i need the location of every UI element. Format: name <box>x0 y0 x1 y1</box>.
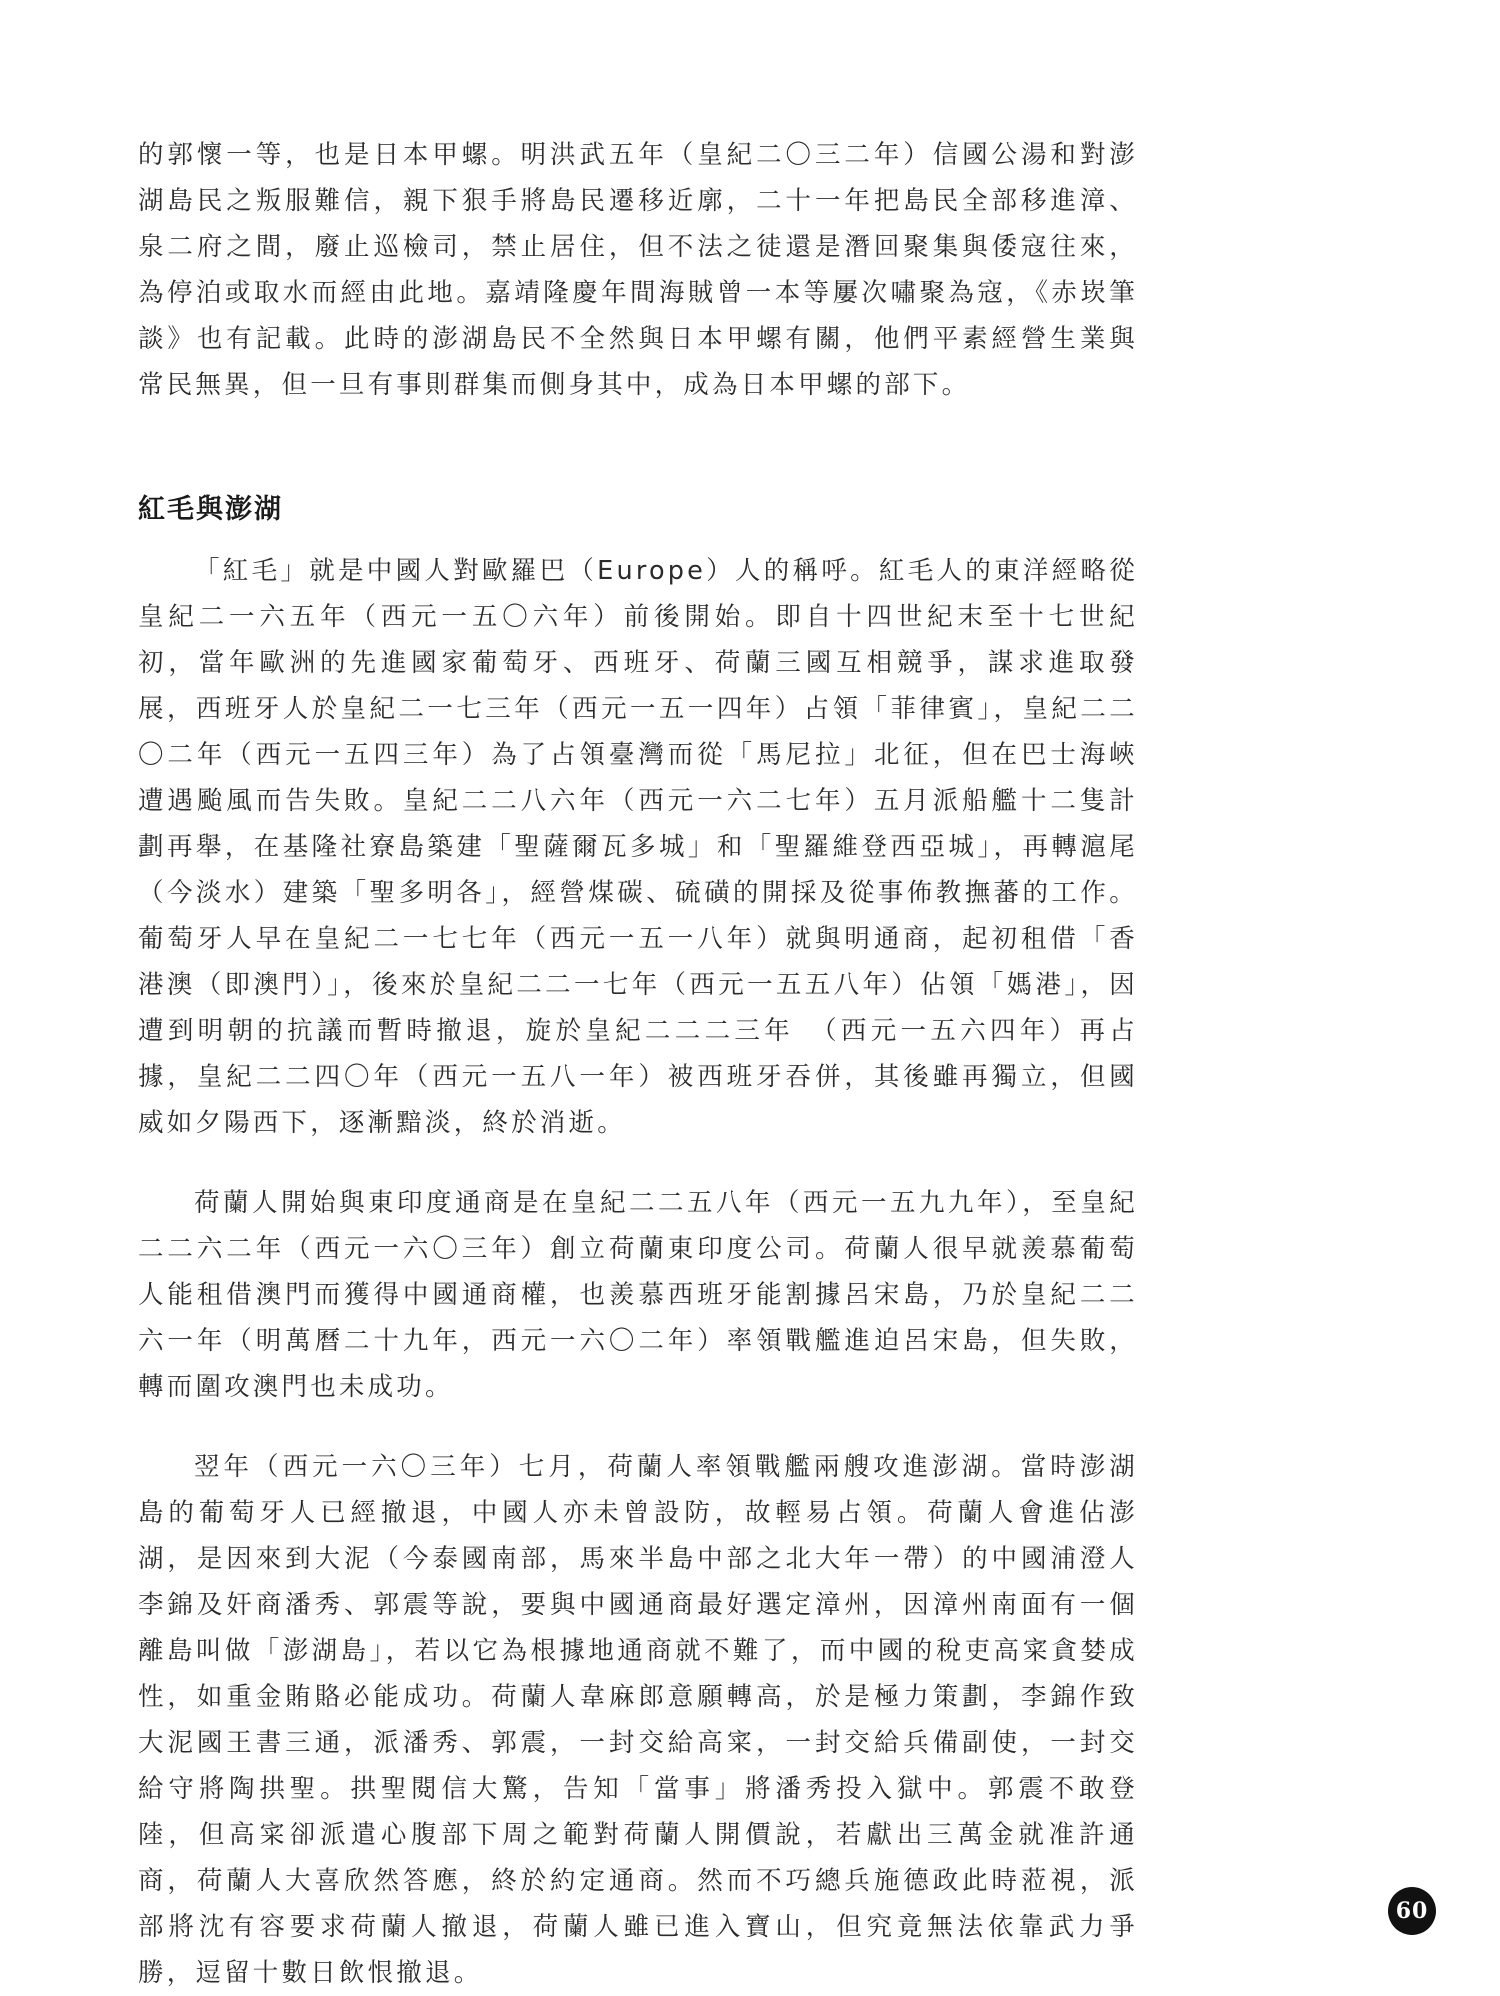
paragraph-3: 翌年（西元一六〇三年）七月，荷蘭人率領戰艦兩艘攻進澎湖。當時澎湖島的葡萄牙人已經撤退，中國人亦未曾設防，故輕易占領。荷蘭人會進佔澎湖，是因來到大泥（今泰國南部，馬來半島中部之北大年一帶）的中國浦澄人李錦及奸商潘秀、郭震等說，要與中國通商最好選定漳州，因漳州南面有一個離島叫做「澎湖島」，若以它為根據地通商就不難了，而中國的稅吏高寀貪婪成性，如重金賄賂必能成功。荷蘭人韋麻郎意願轉高，於是極力策劃，李錦作致大泥國王書三通，派潘秀、郭震，一封交給高寀，一封交給兵備副使，一封交給守將陶拱聖。拱聖閱信大驚，告知「當事」將潘秀投入獄中。郭震不敢登陸，但高寀卻派遣心腹部下周之範對荷蘭人開價說，若獻出三萬金就准許通商，荷蘭人大喜欣然答應，終於約定通商。然而不巧總兵施德政此時蒞視，派部將沈有容要求荷蘭人撤退，荷蘭人雖已進入寶山，但究竟無法依靠武力爭勝，逗留十數日飲恨撤退。 <box>138 1452 1138 1988</box>
paragraph-gap <box>138 1410 1138 1444</box>
paragraph-2: 荷蘭人開始與東印度通商是在皇紀二二五八年（西元一五九九年），至皇紀二二六二年（西元一六〇三年）創立荷蘭東印度公司。荷蘭人很早就羨慕葡萄人能租借澳門而獲得中國通商權，也羨慕西班牙能割據呂宋島，乃於皇紀二二六一年（明萬曆二十九年，西元一六〇二年）率領戰艦進迫呂宋島，但失敗，轉而圍攻澳門也未成功。 <box>138 1188 1138 1402</box>
intro-paragraph: 的郭懷一等，也是日本甲螺。明洪武五年（皇紀二〇三二年）信國公湯和對澎湖島民之叛服難信，親下狠手將島民遷移近廓，二十一年把島民全部移進漳、泉二府之間，廢止巡檢司，禁止居住，但不法之徒還是潛回聚集與倭寇往來，為停泊或取水而經由此地。嘉靖隆慶年間海賊曾一本等屢次嘯聚為寇，《赤崁筆談》也有記載。此時的澎湖島民不全然與日本甲螺有關，他們平素經營生業與常民無異，但一旦有事則群集而側身其中，成為日本甲螺的部下。 <box>138 140 1138 400</box>
paragraph-gap <box>138 1146 1138 1180</box>
page-body <box>138 132 1138 1996</box>
page-number-badge: 60 <box>1388 1887 1436 1935</box>
section-heading: 紅毛與澎湖 <box>138 494 283 525</box>
paragraph-1: 「紅毛」就是中國人對歐羅巴（Europe）人的稱呼。紅毛人的東洋經略從皇紀二一六五年（西元一五〇六年）前後開始。即自十四世紀末至十七世紀初，當年歐洲的先進國家葡萄牙、西班牙、荷蘭三國互相競爭，謀求進取發展，西班牙人於皇紀二一七三年（西元一五一四年）占領「菲律賓」，皇紀二二〇二年（西元一五四三年）為了占領臺灣而從「馬尼拉」北征，但在巴士海峽遭遇颱風而告失敗。皇紀二二八六年（西元一六二七年）五月派船艦十二隻計劃再舉，在基隆社寮島築建「聖薩爾瓦多城」和「聖羅維登西亞城」，再轉滬尾（今淡水）建築「聖多明各」，經營煤碳、硫磺的開採及從事佈教撫蕃的工作。葡萄牙人早在皇紀二一七七年（西元一五一八年）就與明通商，起初租借「香港澳（即澳門）」，後來於皇紀二二一七年（西元一五五八年）佔領「媽港」，因遭到明朝的抗議而暫時撤退，旋於皇紀二二二三年 （西元一五六四年）再占據，皇紀二二四〇年（西元一五八一年）被西班牙吞併，其後雖再獨立，但國威如夕陽西下，逐漸黯淡，終於消逝。 <box>138 556 1138 1138</box>
